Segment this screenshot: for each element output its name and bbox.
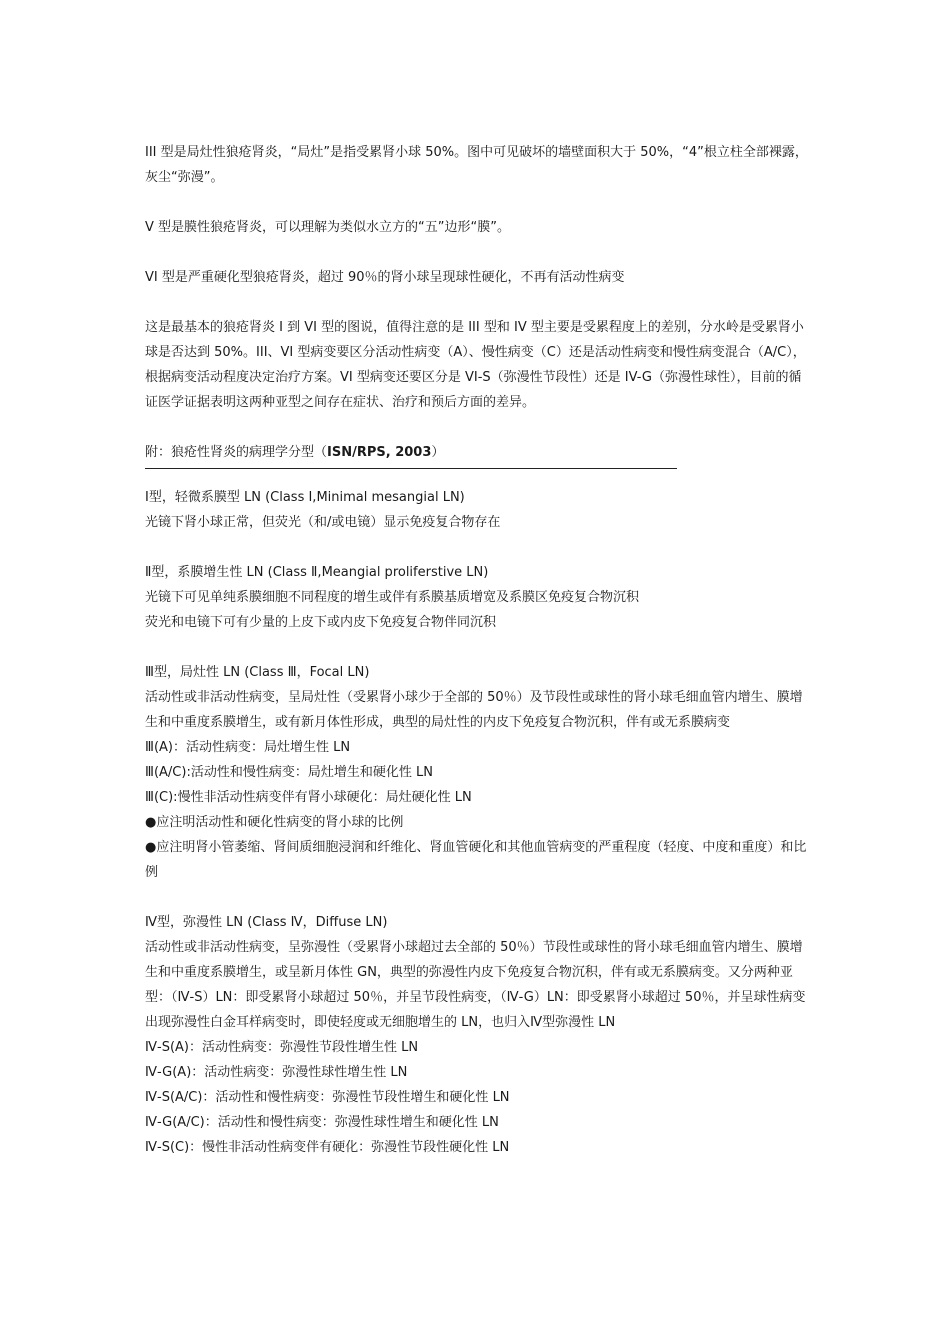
spacer — [145, 535, 810, 560]
appendix-title-bold: ISN/RPS, 2003 — [327, 445, 432, 460]
appendix-title-prefix: 附：狼疮性肾炎的病理学分型（ — [145, 445, 328, 460]
class4-description: 活动性或非活动性病变，呈弥漫性（受累肾小球超过去全部的 50％）节段性或球性的肾小球毛细血管内增生、膜增生和中重度系膜增生，或呈新月体性 GN，典型的弥漫性内皮下免疫复合物沉积，伴有或无系膜病变。又分两种亚型：（Ⅳ-S）LN：即受累肾小球超过 50％，并呈节段性病变，（Ⅳ-G）LN：即受累肾小球超过 50％，并呈球性病变 — [145, 940, 806, 1005]
class1-line: 光镜下肾小球正常，但荧光（和/或电镜）显示免疫复合物存在 — [145, 515, 501, 530]
appendix-title — [145, 440, 810, 465]
spacer — [145, 885, 810, 910]
class4-line: Ⅳ-G(A)：活动性病变：弥漫性球性增生性 LN — [145, 1065, 408, 1080]
class4-line: Ⅳ-S(C)：慢性非活动性病变伴有硬化：弥漫性节段性硬化性 LN — [145, 1140, 510, 1155]
class2-line: 荧光和电镜下可有少量的上皮下或内皮下免疫复合物伴同沉积 — [145, 615, 497, 630]
class2-heading: Ⅱ型，系膜增生性 LN (Class Ⅱ,Meangial proliferstive LN) — [145, 565, 489, 580]
document-body — [145, 140, 810, 1160]
horizontal-rule — [145, 468, 677, 469]
class3-heading: Ⅲ型，局灶性 LN (Class Ⅲ，Focal LN) — [145, 665, 370, 680]
class4-line: 出现弥漫性白金耳样病变时，即使轻度或无细胞增生的 LN，也归入Ⅳ型弥漫性 LN — [145, 1015, 616, 1030]
class3-note: ●应注明活动性和硬化性病变的肾小球的比例 — [145, 815, 404, 830]
class3-line: Ⅲ(A)：活动性病变：局灶增生性 LN — [145, 740, 351, 755]
class3-note: ●应注明肾小管萎缩、肾间质细胞浸润和纤维化、肾血管硬化和其他血管病变的严重程度（轻度、中度和重度）和比例 — [145, 840, 807, 880]
class4-line: Ⅳ-G(A/C)：活动性和慢性病变：弥漫性球性增生和硬化性 LN — [145, 1115, 499, 1130]
appendix-title-suffix: ） — [431, 445, 445, 460]
class4-line: Ⅳ-S(A)：活动性病变：弥漫性节段性增生性 LN — [145, 1040, 419, 1055]
class4-heading: Ⅳ型，弥漫性 LN (Class Ⅳ，Diffuse LN) — [145, 915, 388, 930]
class3-line: Ⅲ(A/C):活动性和慢性病变：局灶增生和硬化性 LN — [145, 765, 433, 780]
paragraph-summary: 这是最基本的狼疮肾炎 I 到 VI 型的图说，值得注意的是 III 型和 IV 型主要是受累程度上的差别，分水岭是受累肾小球是否达到 50%。III、VI 型病变要区分活动性病变（A）、慢性病变（C）还是活动性病变和慢性病变混合（A/C），根据病变活动程度决定治疗方案。VI 型病变还要区分是 VI-S（弥漫性节段性）还是 IV-G（弥漫性球性），目前的循证医学证据表明这两种亚型之间存在症状、治疗和预后方面的差异。 — [145, 320, 806, 410]
class3-description: 活动性或非活动性病变，呈局灶性（受累肾小球少于全部的 50％）及节段性或球性的肾小球毛细血管内增生、膜增生和中重度系膜增生，或有新月体性形成，典型的局灶性的内皮下免疫复合物沉积，伴有或无系膜病变 — [145, 690, 803, 730]
paragraph-class3-explanation: III 型是局灶性狼疮肾炎，“局灶”是指受累肾小球 50%。图中可见破坏的墙壁面积大于 50%，“4”根立柱全部裸露，灰尘“弥漫”。 — [145, 145, 808, 185]
paragraph-class5-explanation: V 型是膜性狼疮肾炎，可以理解为类似水立方的“五”边形“膜”。 — [145, 220, 510, 235]
paragraph-class6-explanation: VI 型是严重硬化型狼疮肾炎，超过 90％的肾小球呈现球性硬化，不再有活动性病变 — [145, 270, 625, 285]
class2-line: 光镜下可见单纯系膜细胞不同程度的增生或伴有系膜基质增宽及系膜区免疫复合物沉积 — [145, 590, 640, 605]
class1-heading: Ⅰ型，轻微系膜型 LN (Class Ⅰ,Minimal mesangial LN) — [145, 490, 465, 505]
class4-line: Ⅳ-S(A/C)：活动性和慢性病变：弥漫性节段性增生和硬化性 LN — [145, 1090, 510, 1105]
spacer — [145, 635, 810, 660]
class3-line: Ⅲ(C):慢性非活动性病变伴有肾小球硬化：局灶硬化性 LN — [145, 790, 472, 805]
